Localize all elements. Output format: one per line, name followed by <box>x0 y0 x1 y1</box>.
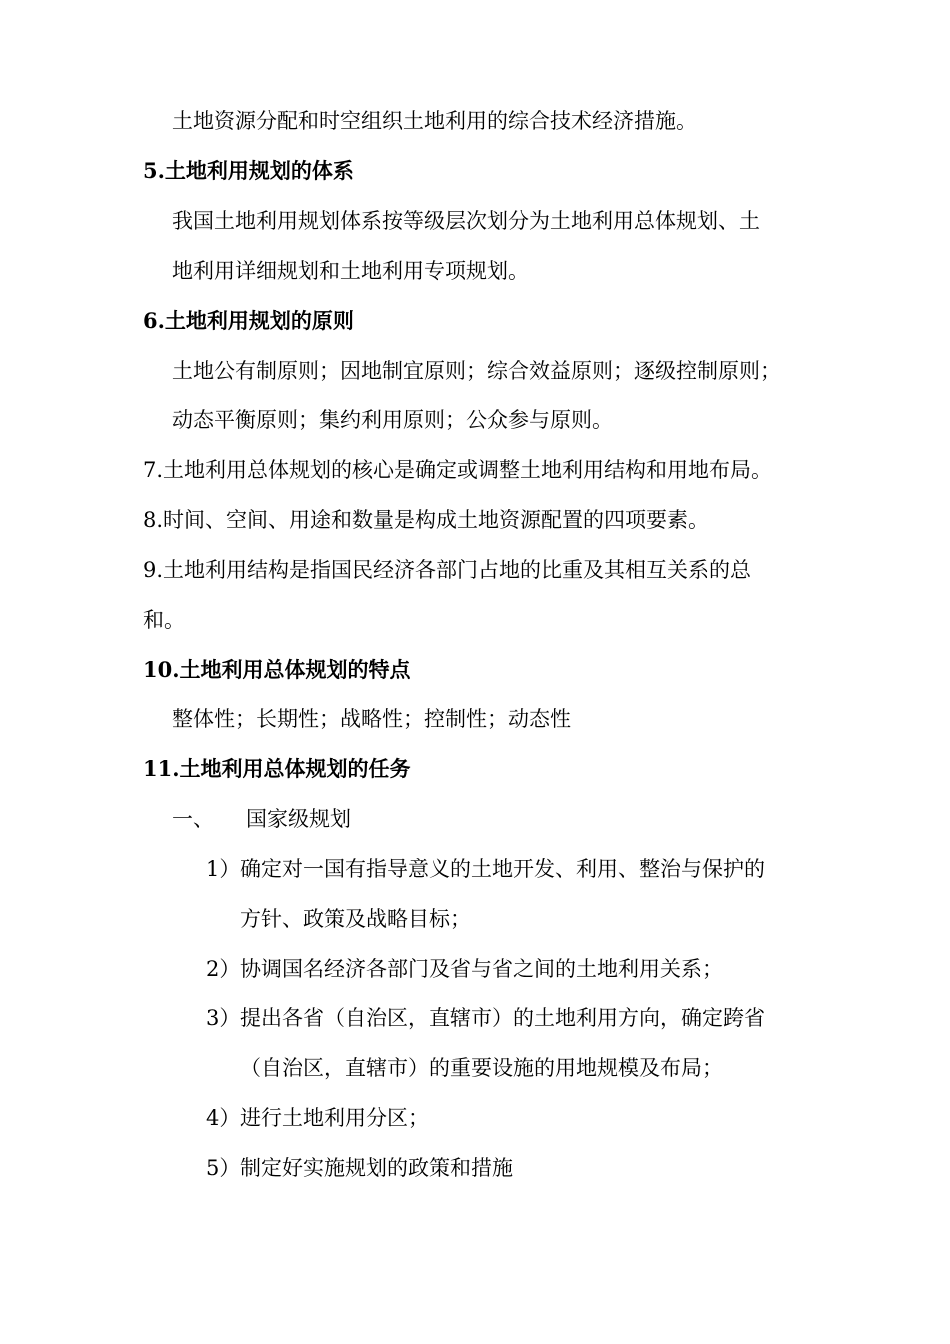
section-6-body-line-1: 土地公有制原则；因地制宜原则；综合效益原则；逐级控制原则； <box>172 359 781 383</box>
section-5-body-line-1: 我国土地利用规划体系按等级层次划分为土地利用总体规划、土 <box>172 209 760 233</box>
subsection-title: 国家级规划 <box>246 807 351 831</box>
section-heading-6: 6.土地利用规划的原则 <box>143 308 354 333</box>
section-heading-10: 10.土地利用总体规划的特点 <box>143 657 411 682</box>
task-text: 制定好实施规划的政策和措施 <box>240 1156 513 1180</box>
item-8: 8.时间、空间、用途和数量是构成土地资源配置的四项要素。 <box>143 508 710 532</box>
task-text: 提出各省（自治区，直辖市）的土地利用方向，确定跨省 <box>240 1006 765 1030</box>
task-text: 协调国名经济各部门及省与省之间的土地利用关系； <box>240 957 723 981</box>
task-item-1-line-2: 方针、政策及战略目标； <box>240 907 471 931</box>
task-text: 确定对一国有指导意义的土地开发、利用、整治与保护的 <box>240 857 765 881</box>
task-number: 1） <box>206 857 241 881</box>
task-number: 5） <box>206 1156 241 1180</box>
task-item-3 <box>206 1003 765 1033</box>
task-number: 2） <box>206 957 241 981</box>
paragraph-continuation: 土地资源分配和时空组织土地利用的综合技术经济措施。 <box>172 109 697 133</box>
task-item-3-line-2: （自治区，直辖市）的重要设施的用地规模及布局； <box>240 1056 723 1080</box>
task-item-2 <box>206 954 723 984</box>
section-heading-5: 5.土地利用规划的体系 <box>143 158 354 183</box>
section-heading-11: 11.土地利用总体规划的任务 <box>143 756 411 781</box>
task-text: 进行土地利用分区； <box>240 1106 429 1130</box>
section-6-body-line-2: 动态平衡原则；集约利用原则；公众参与原则。 <box>172 408 613 432</box>
subsection-marker: 一、 <box>172 807 214 831</box>
task-item-4 <box>206 1103 429 1133</box>
item-9-line-1: 9.土地利用结构是指国民经济各部门占地的比重及其相互关系的总 <box>143 558 752 582</box>
task-item-5 <box>206 1153 513 1183</box>
task-number: 3） <box>206 1006 241 1030</box>
task-item-1 <box>206 854 765 884</box>
item-9-line-2: 和。 <box>143 608 185 632</box>
subsection-heading <box>172 804 351 834</box>
section-10-body: 整体性；长期性；战略性；控制性；动态性 <box>172 707 571 731</box>
item-7: 7.土地利用总体规划的核心是确定或调整土地利用结构和用地布局。 <box>143 458 773 482</box>
task-number: 4） <box>206 1106 241 1130</box>
section-5-body-line-2: 地利用详细规划和土地利用专项规划。 <box>172 259 529 283</box>
